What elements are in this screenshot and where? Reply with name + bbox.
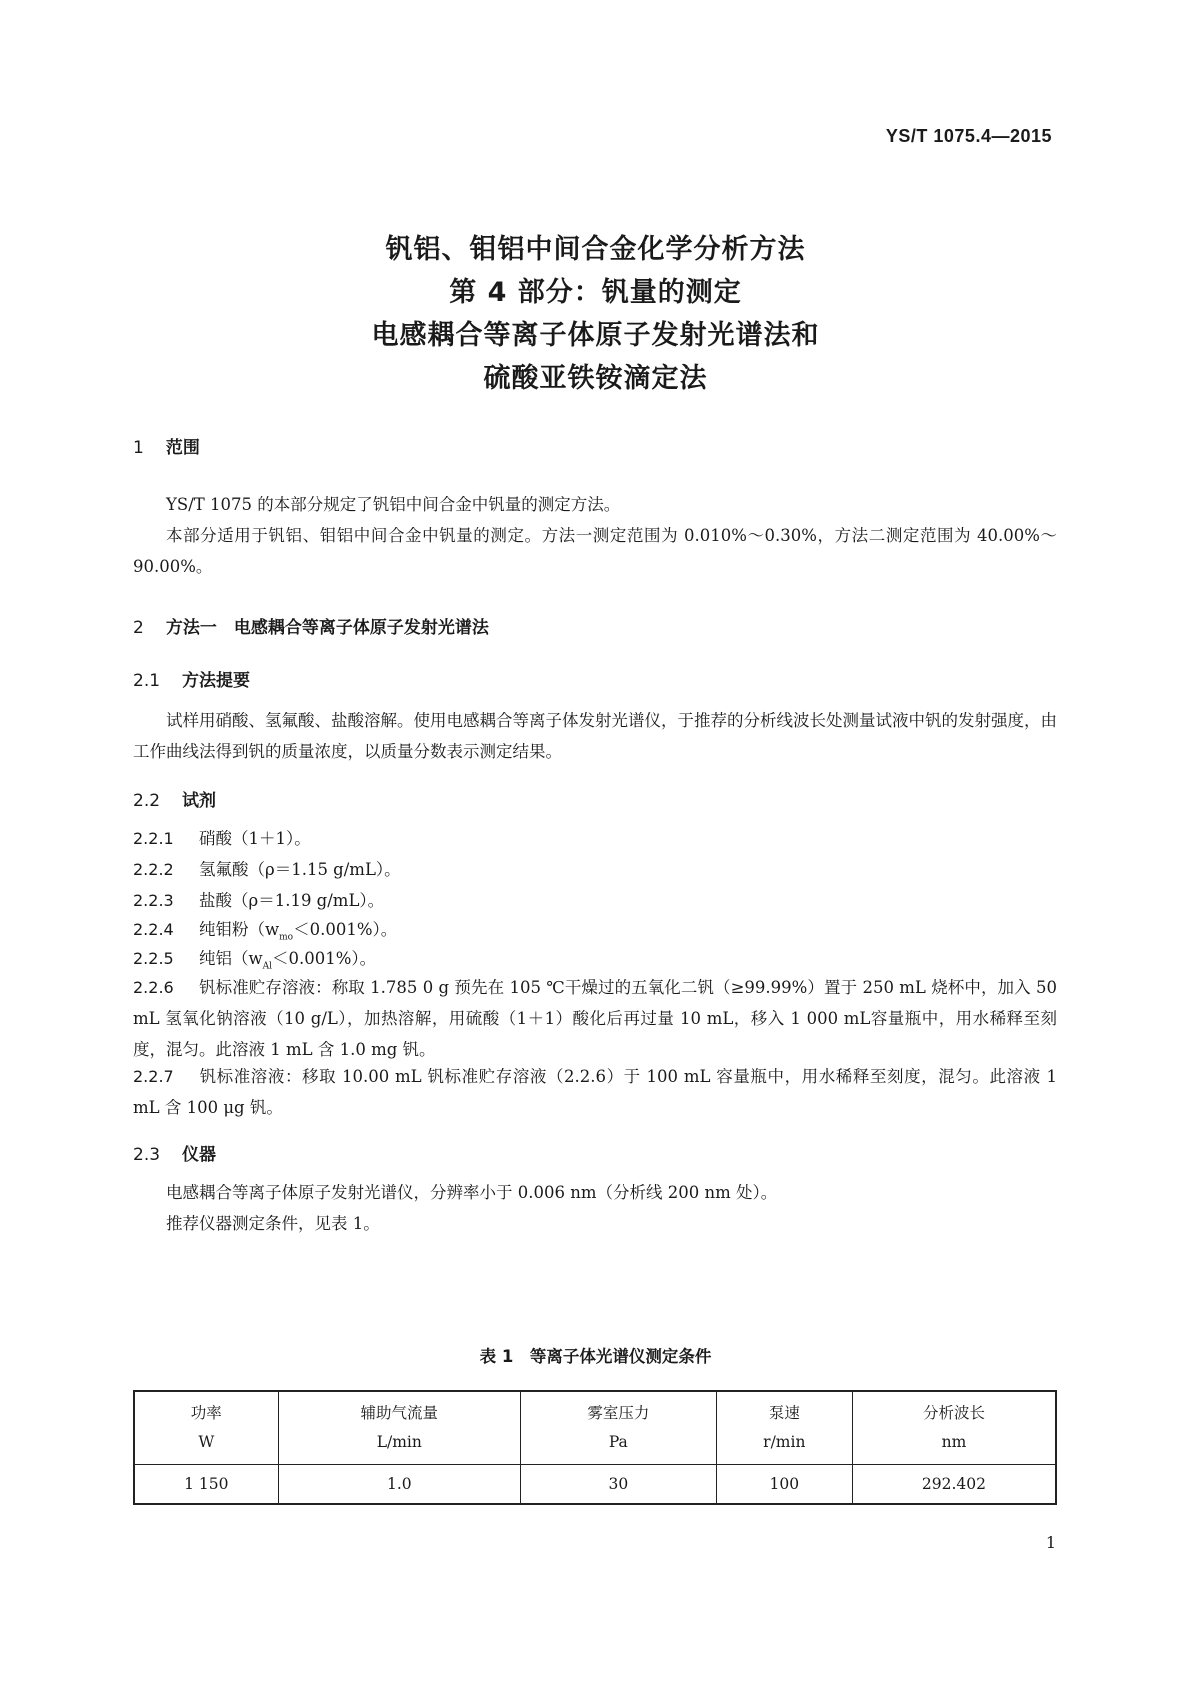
reagent-item <box>133 823 1057 854</box>
table-cell: 30 <box>520 1465 716 1505</box>
item-text: 氢氟酸（ρ＝1.15 g/mL）。 <box>199 860 401 879</box>
table-header-cell: 雾室压力 Pa <box>520 1391 716 1465</box>
section-2-1-heading <box>133 666 250 691</box>
item-number: 2.2.5 <box>133 949 174 968</box>
section-number: 2.2 <box>133 791 161 811</box>
item-text-pre: 纯铝（w <box>199 949 263 968</box>
document-title <box>0 228 1191 400</box>
scope-paragraph-2: 本部分适用于钒铝、钼铝中间合金中钒量的测定。方法一测定范围为 0.010%～0.30%，方法二测定范围为 40.00%～90.00%。 <box>133 526 1057 576</box>
scope-paragraph-1: YS/T 1075 的本部分规定了钒铝中间合金中钒量的测定方法。 <box>166 495 621 514</box>
item-subscript: mo <box>279 932 294 943</box>
reagent-item <box>133 854 1057 885</box>
item-text: 硝酸（1＋1）。 <box>199 829 311 848</box>
reagent-item <box>133 972 1057 1065</box>
section-2-heading <box>133 613 489 638</box>
table-header-cell: 辅助气流量 L/min <box>278 1391 520 1465</box>
standard-code: YS/T 1075.4—2015 <box>885 126 1052 146</box>
section-title: 方法一 电感耦合等离子体原子发射光谱法 <box>165 618 489 638</box>
table-header-cell: 泵速 r/min <box>716 1391 852 1465</box>
item-number: 2.2.7 <box>133 1067 174 1086</box>
title-line-3: 电感耦合等离子体原子发射光谱法和 <box>371 320 820 351</box>
table-header-cell: 分析波长 nm <box>852 1391 1056 1465</box>
table-header-cell: 功率 W <box>134 1391 278 1465</box>
section-number: 1 <box>133 438 144 458</box>
principle-paragraph: 试样用硝酸、氢氟酸、盐酸溶解。使用电感耦合等离子体发射光谱仪，于推荐的分析线波长处测量试液中钒的发射强度，由工作曲线法得到钒的质量浓度，以质量分数表示测定结果。 <box>133 711 1057 761</box>
item-text-post: ＜0.001%）。 <box>272 949 377 968</box>
section-1-heading <box>133 433 200 458</box>
table-row <box>134 1465 1056 1505</box>
section-title: 方法提要 <box>182 671 251 691</box>
table-cell: 1 150 <box>134 1465 278 1505</box>
instrument-paragraph-1: 电感耦合等离子体原子发射光谱仪，分辨率小于 0.006 nm（分析线 200 nm 处）。 <box>166 1183 778 1202</box>
section-title: 范围 <box>165 438 200 458</box>
item-text-pre: 纯钼粉（w <box>199 920 280 939</box>
table-header-row <box>134 1391 1056 1465</box>
item-number: 2.2.4 <box>133 920 174 939</box>
table-caption: 表 1 等离子体光谱仪测定条件 <box>479 1347 712 1366</box>
conditions-table <box>133 1390 1057 1505</box>
page-number: 1 <box>1045 1533 1056 1552</box>
section-number: 2.1 <box>133 671 161 691</box>
section-number: 2.3 <box>133 1145 161 1165</box>
table-cell: 1.0 <box>278 1465 520 1505</box>
table-cell: 100 <box>716 1465 852 1505</box>
item-number: 2.2.3 <box>133 891 174 910</box>
section-title: 仪器 <box>182 1145 217 1165</box>
reagent-item <box>133 1061 1057 1123</box>
title-line-2: 第 4 部分：钒量的测定 <box>449 277 742 308</box>
item-subscript: Al <box>262 961 273 972</box>
item-number: 2.2.1 <box>133 829 174 848</box>
item-text: 钒标准溶液：移取 10.00 mL 钒标准贮存溶液（2.2.6）于 100 mL 容量瓶中，用水稀释至刻度，混匀。此溶液 1 mL 含 100 μg 钒。 <box>133 1067 1057 1117</box>
item-number: 2.2.6 <box>133 978 174 997</box>
reagent-item <box>133 885 1057 916</box>
item-text: 钒标准贮存溶液：称取 1.785 0 g 预先在 105 ℃干燥过的五氧化二钒（≥99.99%）置于 250 mL 烧杯中，加入 50 mL 氢氧化钠溶液（10 g/L），加热溶解，用硫酸（1＋1）酸化后再过量 10 mL，移入 1 000 mL容量瓶中，用水稀释至刻度，混匀。此溶液 1 mL 含 1.0 mg 钒。 <box>133 978 1057 1059</box>
section-title: 试剂 <box>182 791 217 811</box>
title-line-1: 钒铝、钼铝中间合金化学分析方法 <box>385 234 806 265</box>
title-line-4: 硫酸亚铁铵滴定法 <box>483 363 708 394</box>
instrument-paragraph-2: 推荐仪器测定条件，见表 1。 <box>166 1214 380 1233</box>
table-cell: 292.402 <box>852 1465 1056 1505</box>
section-2-3-heading <box>133 1140 216 1165</box>
item-text: 盐酸（ρ＝1.19 g/mL）。 <box>199 891 385 910</box>
item-text-post: ＜0.001%）。 <box>293 920 398 939</box>
section-2-2-heading <box>133 786 216 811</box>
section-number: 2 <box>133 618 144 638</box>
item-number: 2.2.2 <box>133 860 174 879</box>
